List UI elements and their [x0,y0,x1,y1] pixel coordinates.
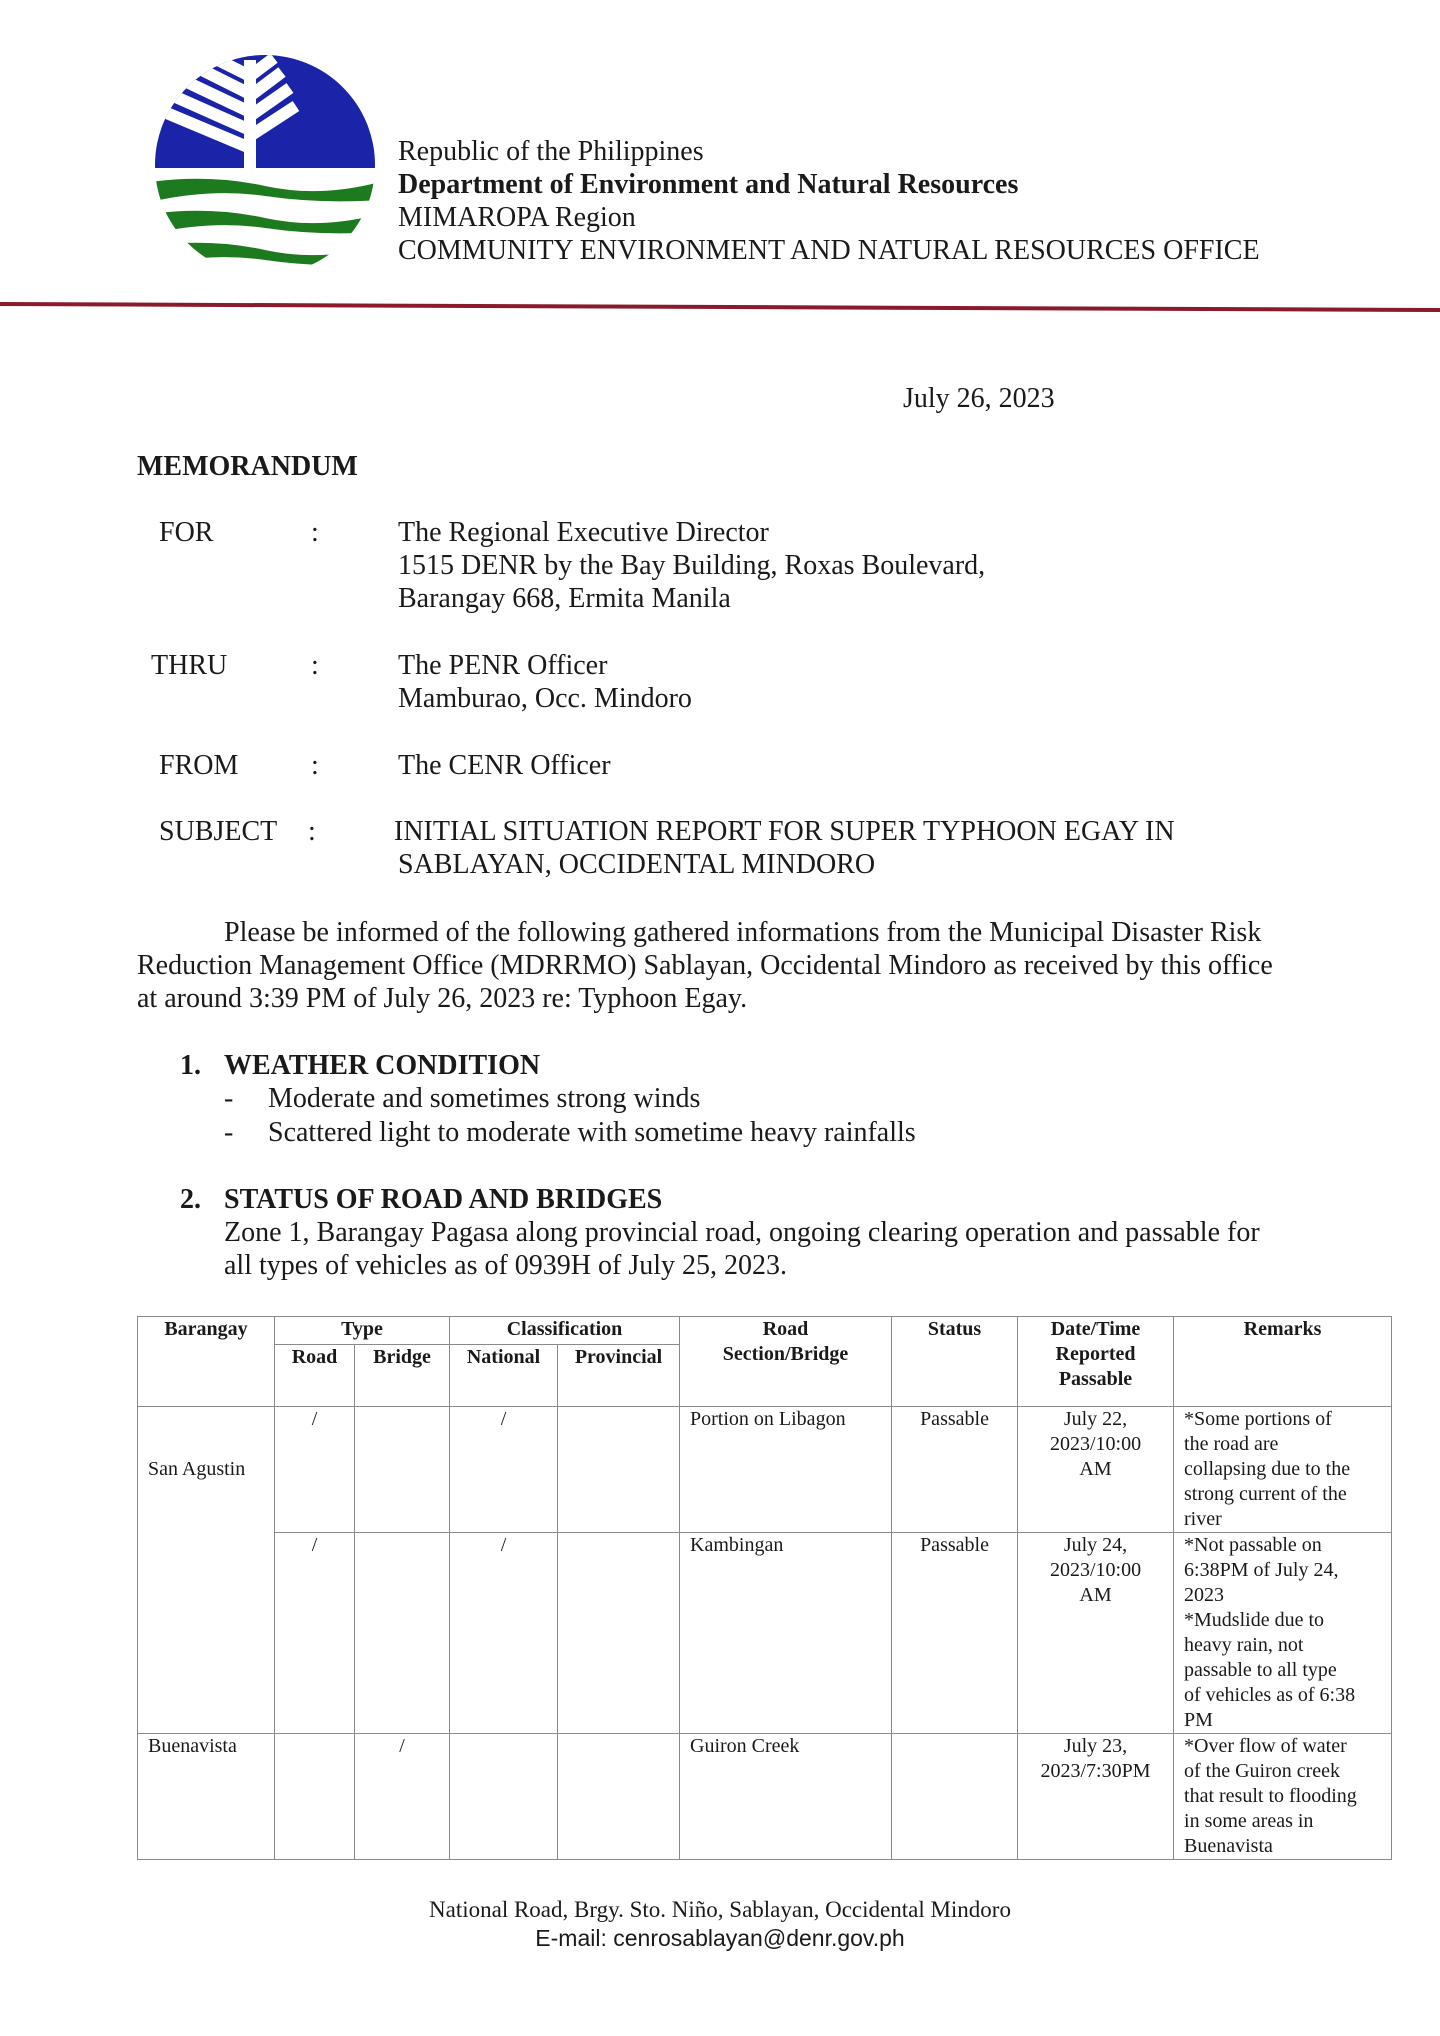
from-line: The CENR Officer [398,750,611,781]
intro-line: Reduction Management Office (MDRRMO) Sablayan, Occidental Mindoro as received by this office [137,950,1273,981]
col-header-barangay: Barangay [138,1317,275,1407]
bullet-dash: - [224,1117,234,1148]
section1-title: WEATHER CONDITION [224,1050,541,1081]
thru-colon: : [311,650,319,681]
cell-remarks: *Some portions of the road are collapsing due to the strong current of the river [1174,1407,1392,1533]
cell-section: Kambingan [680,1533,892,1734]
section2-text: Zone 1, Barangay Pagasa along provincial road, ongoing clearing operation and passable for [224,1217,1260,1248]
col-header-classification: Classification [450,1317,680,1345]
section2-title: STATUS OF ROAD AND BRIDGES [224,1184,663,1215]
subject-line: SABLAYAN, OCCIDENTAL MINDORO [398,849,876,880]
table-header-row [138,1317,1392,1345]
cell-section: Guiron Creek [680,1734,892,1860]
letterhead-region: MIMAROPA Region [398,202,636,233]
cell-provincial [558,1533,680,1734]
cell-datetime: July 22, 2023/10:00 AM [1018,1407,1174,1533]
for-colon: : [311,517,319,548]
subject-label: SUBJECT [159,816,278,847]
subject-colon: : [308,816,316,847]
for-line: The Regional Executive Director [398,517,769,548]
cell-remarks: *Over flow of water of the Guiron creek that result to flooding in some areas in Buenavista [1174,1734,1392,1860]
cell-remarks: *Not passable on 6:38PM of July 24, 2023 *Mudslide due to heavy rain, not passable to all type of vehicles as of 6:38 PM [1174,1533,1392,1734]
cell-barangay: Buenavista [138,1734,275,1860]
subject-line: INITIAL SITUATION REPORT FOR SUPER TYPHOON EGAY IN [394,816,1175,847]
cell-road: / [275,1533,355,1734]
from-colon: : [311,750,319,781]
table-row [138,1407,1392,1533]
section1-number: 1. [180,1050,201,1081]
letterhead-department: Department of Environment and Natural Resources [398,169,1019,200]
cell-section: Portion on Libagon [680,1407,892,1533]
col-header-national: National [450,1345,558,1407]
letterhead-office: COMMUNITY ENVIRONMENT AND NATURAL RESOURCES OFFICE [398,235,1260,266]
thru-label: THRU [151,650,228,681]
cell-provincial [558,1734,680,1860]
letterhead-rule [0,300,1440,314]
weather-bullet: Scattered light to moderate with sometime heavy rainfalls [268,1117,916,1148]
thru-line: The PENR Officer [398,650,608,681]
cell-national [450,1734,558,1860]
from-label: FROM [159,750,239,781]
table-row [138,1533,1392,1734]
col-header-road: Road [275,1345,355,1407]
cell-bridge [355,1407,450,1533]
col-header-status: Status [892,1317,1018,1407]
col-header-type: Type [275,1317,450,1345]
col-header-datetime: Date/Time Reported Passable [1018,1317,1174,1407]
road-status-table [137,1316,1392,1860]
cell-datetime: July 24, 2023/10:00 AM [1018,1533,1174,1734]
thru-line: Mamburao, Occ. Mindoro [398,683,692,714]
for-label: FOR [159,517,214,548]
cell-status: Passable [892,1533,1018,1734]
cell-status: Passable [892,1407,1018,1533]
letterhead-republic: Republic of the Philippines [398,136,704,167]
memo-title: MEMORANDUM [137,451,358,482]
cell-national: / [450,1407,558,1533]
cell-provincial [558,1407,680,1533]
cell-bridge [355,1533,450,1734]
cell-datetime: July 23, 2023/7:30PM [1018,1734,1174,1860]
table-row [138,1734,1392,1860]
cell-barangay: San Agustin [138,1407,275,1734]
for-line: Barangay 668, Ermita Manila [398,583,731,614]
section2-number: 2. [180,1184,201,1215]
memo-date: July 26, 2023 [903,383,1055,414]
col-header-section: Road Section/Bridge [680,1317,892,1407]
cell-road [275,1734,355,1860]
bullet-dash: - [224,1083,234,1114]
cell-status [892,1734,1018,1860]
section2-text: all types of vehicles as of 0939H of July 25, 2023. [224,1250,788,1281]
col-header-bridge: Bridge [355,1345,450,1407]
weather-bullet: Moderate and sometimes strong winds [268,1083,701,1114]
cell-national: / [450,1533,558,1734]
footer-email: E-mail: cenrosablayan@denr.gov.ph [535,1925,905,1951]
denr-logo [150,50,380,280]
intro-line: at around 3:39 PM of July 26, 2023 re: Typhoon Egay. [137,983,748,1014]
cell-bridge: / [355,1734,450,1860]
for-line: 1515 DENR by the Bay Building, Roxas Boulevard, [398,550,986,581]
cell-road: / [275,1407,355,1533]
col-header-provincial: Provincial [558,1345,680,1407]
footer-address: National Road, Brgy. Sto. Niño, Sablayan, Occidental Mindoro [429,1897,1011,1922]
intro-line: Please be informed of the following gathered informations from the Municipal Disaster Risk [224,917,1262,948]
col-header-remarks: Remarks [1174,1317,1392,1407]
